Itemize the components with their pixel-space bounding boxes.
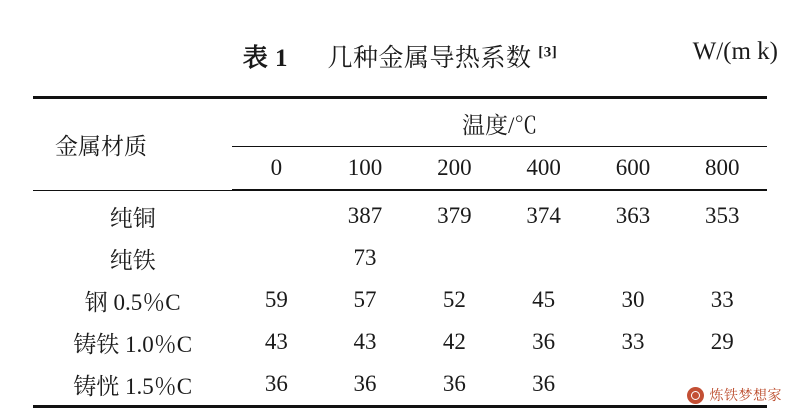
- table-row: [33, 237, 767, 279]
- cell-value: 353: [705, 203, 740, 228]
- thermal-conductivity-table: [33, 96, 767, 408]
- cell-value: 59: [264, 287, 288, 312]
- cell-value: 45: [532, 287, 556, 312]
- table-row: [33, 363, 767, 407]
- row-material: 铸铁 1.0％C: [73, 331, 193, 357]
- table-row: [33, 321, 767, 363]
- cell-value: 30: [621, 287, 645, 312]
- cell-value: 36: [499, 363, 588, 407]
- table-caption: [0, 38, 800, 74]
- watermark-text: 炼铁梦想家: [709, 387, 782, 403]
- watermark-logo-icon: [687, 387, 704, 404]
- header-temperature-group: 温度/℃: [232, 98, 767, 147]
- row-material: 纯铜: [109, 205, 156, 231]
- table-row: [33, 195, 767, 237]
- header-col-200: 200: [410, 147, 499, 191]
- cell-value: [588, 237, 677, 279]
- header-col-400: 400: [499, 147, 588, 191]
- header-col-600: 600: [588, 147, 677, 191]
- row-material: 铸恍 1.5％C: [33, 363, 232, 407]
- header-col-0: 0: [232, 147, 320, 191]
- cell-value: 43: [264, 329, 288, 354]
- cell-value: 363: [615, 203, 651, 228]
- cell-value: 379: [437, 203, 472, 228]
- cell-value: [232, 237, 320, 279]
- caption-title: 几种金属导热系数: [327, 45, 532, 72]
- cell-value: 374: [526, 203, 561, 228]
- cell-value: 387: [347, 203, 383, 228]
- cell-value: 36: [532, 329, 556, 354]
- cell-value: [499, 237, 588, 279]
- caption-label: 表 1: [242, 45, 288, 72]
- cell-value: 36: [232, 363, 320, 407]
- watermark: [687, 385, 783, 405]
- cell-value: 33: [710, 287, 734, 312]
- cell-value: 36: [320, 363, 409, 407]
- cell-value: 42: [442, 329, 466, 354]
- cell-value: 33: [621, 329, 645, 354]
- cell-value: [588, 363, 677, 407]
- table-row: [33, 279, 767, 321]
- cell-value: [232, 195, 320, 237]
- header-material: 金属材质: [33, 98, 232, 191]
- cell-value: 73: [353, 245, 377, 270]
- header-col-800: 800: [678, 147, 767, 191]
- cell-value: [410, 237, 499, 279]
- caption-unit: W/(m k): [692, 38, 778, 65]
- cell-value: 52: [442, 287, 466, 312]
- caption-reference: [3]: [538, 44, 558, 61]
- header-col-100: 100: [320, 147, 409, 191]
- cell-value: [678, 237, 767, 279]
- cell-value: 43: [353, 329, 377, 354]
- cell-value: 57: [353, 287, 377, 312]
- cell-value: 29: [710, 329, 734, 354]
- cell-value: 36: [410, 363, 499, 407]
- table-header-group-row: [33, 98, 767, 147]
- row-material: 钢 0.5％C: [84, 289, 181, 315]
- row-material: 纯铁: [109, 247, 156, 273]
- caption-text: [243, 38, 558, 74]
